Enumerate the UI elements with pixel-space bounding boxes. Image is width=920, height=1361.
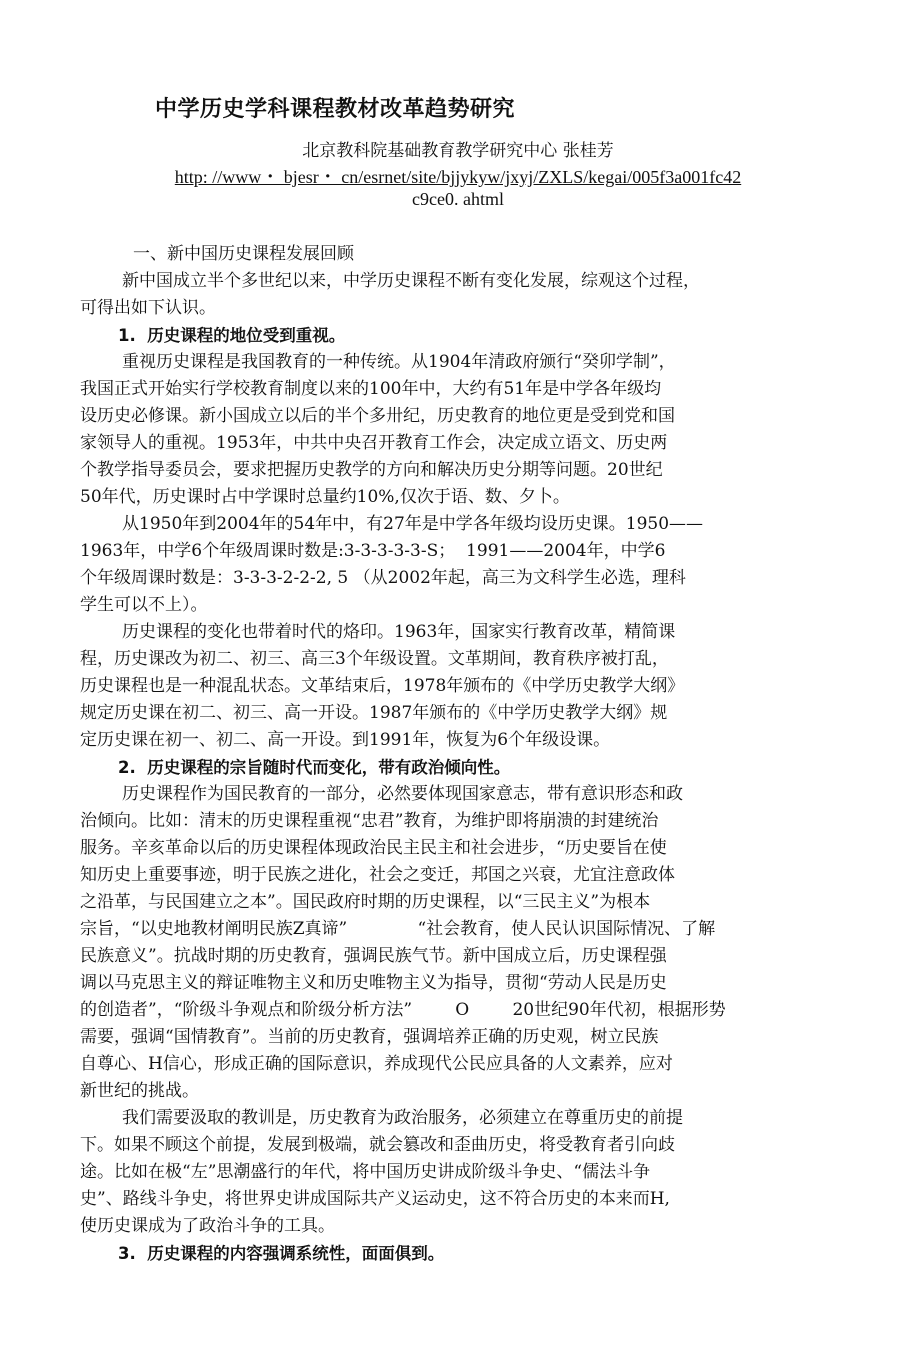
text-line: 新世纪的挑战。 bbox=[80, 1081, 199, 1101]
text-line: 家领导人的重视。1953年，中共中央召开教育工作会，决定成立语文、历史两 bbox=[80, 433, 668, 453]
text-line: 1963年，中学6个年级周课时数是:3-3-3-3-3-S； 1991——2004年，中学6 bbox=[80, 541, 666, 561]
text-line: 之沿革，与民国建立之本”。国民政府时期的历史课程，以“三民主义”为根本 bbox=[80, 892, 651, 912]
text-line: 历史课程也是一种混乱状态。文革结束后，1978年颁布的《中学历史教学大纲》 bbox=[80, 676, 685, 696]
source-url-continuation: c9ce0. ahtml bbox=[412, 189, 504, 209]
subheading: 1. 历史课程的地位受到重视。 bbox=[118, 326, 346, 345]
text-line: 设历史必修课。新小国成立以后的半个多卅纪，历史教育的地位更是受到党和国 bbox=[80, 406, 675, 426]
text-line: 历史课程的变化也带着时代的烙印。1963年，国家实行教育改革，精简课 bbox=[122, 622, 676, 642]
text-line: 自尊心、H信心，形成正确的国际意识，养成现代公民应具备的人文素养，应对 bbox=[80, 1054, 673, 1074]
text-line: 个年级周课时数是：3-3-3-2-2-2, 5 （从2002年起，高三为文科学生必选，理科 bbox=[80, 568, 686, 588]
text-line: 使历史课成为了政治斗争的工具。 bbox=[80, 1216, 335, 1236]
document-title: 中学历史学科课程教材改革趋势研究 bbox=[155, 97, 516, 122]
text-line: 治倾向。比如：清末的历史课程重视“忠君”教育，为维护即将崩溃的封建统治 bbox=[80, 811, 659, 831]
text-line: 调以马克思主义的辩证唯物主义和历史唯物主义为指导，贯彻“劳动人民是历史 bbox=[80, 973, 667, 993]
text-line: 可得出如下认识。 bbox=[80, 298, 216, 318]
text-line: 学生可以不上）。 bbox=[80, 595, 208, 615]
text-line: 历史课程作为国民教育的一部分，必然要体现国家意志，带有意识形态和政 bbox=[122, 784, 683, 804]
subheading: 2. 历史课程的宗旨随时代而变化，带有政治倾向性。 bbox=[118, 758, 511, 777]
text-line: 个教学指导委员会，要求把握历史教学的方向和解决历史分期等问题。20世纪 bbox=[80, 460, 663, 480]
text-line: 我们需要汲取的教训是，历史教育为政治服务，必须建立在尊重历史的前提 bbox=[122, 1108, 683, 1128]
author-line: 北京教科院基础教育教学研究中心 张桂芳 bbox=[302, 141, 614, 161]
text-line: 从1950年到2004年的54年中，有27年是中学各年级均设历史课。1950—— bbox=[122, 514, 704, 534]
text-line: 我国正式开始实行学校教育制度以来的100年中，大约有51年是中学各年级均 bbox=[80, 379, 662, 399]
text-line: 途。比如在极“左”思潮盛行的年代，将中国历史讲成阶级斗争史、“儒法斗争 bbox=[80, 1162, 651, 1182]
text-line: 重视历史课程是我国教育的一种传统。从1904年清政府颁行“癸卯学制”， bbox=[122, 352, 676, 372]
text-line: 50年代，历史课时占中学课时总量约10%,仅次于语、数、夕卜。 bbox=[80, 487, 570, 507]
text-line: 史”、路线斗争史，将世界史讲成国际共产义运动史，这不符合历史的本来而H, bbox=[80, 1189, 670, 1209]
text-line: 服务。辛亥革命以后的历史课程体现政治民主民主和社会进步，“历史要旨在使 bbox=[80, 838, 667, 858]
text-line: 规定历史课在初二、初三、高一开设。1987年颁布的《中学历史教学大纲》规 bbox=[80, 703, 668, 723]
text-line: 下。如果不顾这个前提，发展到极端，就会篡改和歪曲历史，将受教育者引向歧 bbox=[80, 1135, 675, 1155]
text-line: 新中国成立半个多世纪以来，中学历史课程不断有变化发展，综观这个过程， bbox=[122, 271, 700, 291]
text-line: 的创造者”，“阶级斗争观点和阶级分析方法” O 20世纪90年代初，根据形势 bbox=[80, 1000, 726, 1020]
text-line: 需要，强调“国情教育”。当前的历史教育，强调培养正确的历史观，树立民族 bbox=[80, 1027, 659, 1047]
text-line: 宗旨，“以史地教材阐明民族Z真谛” “社会教育，使人民认识国际情况、了解 bbox=[80, 919, 716, 939]
subheading: 3. 历史课程的内容强调系统性，面面俱到。 bbox=[118, 1244, 445, 1263]
text-line: 定历史课在初一、初二、高一开设。到1991年，恢复为6个年级设课。 bbox=[80, 730, 611, 750]
document-body bbox=[0, 241, 920, 1267]
text-line: 民族意义”。抗战时期的历史教育，强调民族气节。新中国成立后，历史课程强 bbox=[80, 946, 667, 966]
section-heading: 一、新中国历史课程发展回顾 bbox=[133, 244, 354, 264]
text-line: 程，历史课改为初二、初三、高三3个年级设置。文革期间，教育秩序被打乱， bbox=[80, 649, 669, 669]
source-url-link[interactable]: http: //www・ bjesr・ cn/esrnet/site/bjjykyw/jxyj/ZXLS/kegai/005f3a001fc42 bbox=[174, 167, 742, 187]
text-line: 知历史上重要事迹，明于民族之进化，社会之变迁，邦国之兴衰，尤宜注意政体 bbox=[80, 865, 675, 885]
